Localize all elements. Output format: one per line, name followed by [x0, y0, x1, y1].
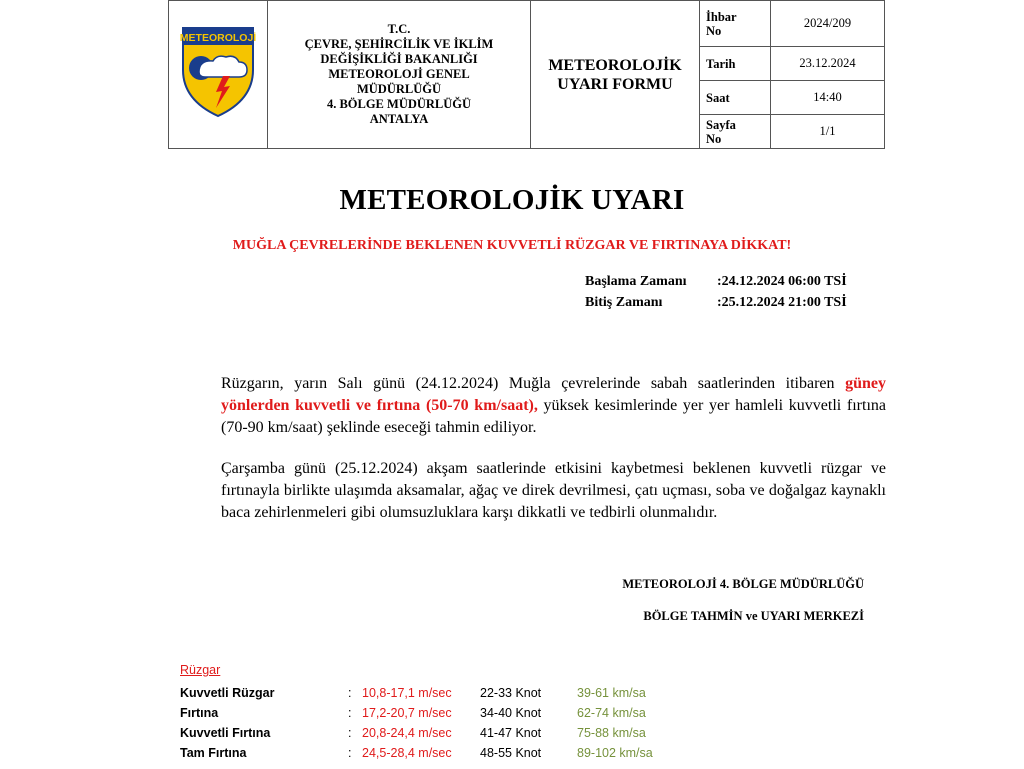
wind-speed-knot: 41-47 Knot: [480, 726, 542, 740]
header-table: [168, 0, 885, 149]
meta-label-page-no: [700, 115, 771, 149]
signature-line-1: METEOROLOJİ 4. BÖLGE MÜDÜRLÜĞÜ: [622, 577, 864, 591]
wind-colon: :: [348, 706, 352, 720]
end-time-label: Bitiş Zamanı: [585, 295, 663, 310]
logo-text: METEOROLOJİ: [179, 32, 257, 44]
wind-colon: :: [348, 686, 352, 700]
p1-text-before: Rüzgarın, yarın Salı günü (24.12.2024) Muğla çevrelerinde sabah saatlerinden itibaren: [221, 375, 846, 392]
org-line-tc: T.C.: [387, 22, 411, 36]
meta-label-text: No: [706, 23, 722, 38]
meta-label-time: [700, 81, 771, 115]
start-time-label: Başlama Zamanı: [585, 274, 687, 289]
start-time-row: [585, 271, 847, 292]
meta-value-notice-no: 2024/209: [771, 1, 885, 47]
wind-category-name: Kuvvetli Rüzgar: [180, 686, 275, 700]
wind-speed-kmh: 75-88 km/sa: [577, 726, 646, 740]
document-title: METEOROLOJİK UYARI: [339, 184, 685, 216]
wind-category-name: Fırtına: [180, 706, 219, 720]
body-paragraph-1: [199, 373, 886, 439]
wind-colon: :: [348, 726, 352, 740]
meta-value-page-no: 1/1: [771, 115, 885, 149]
wind-category-name: Tam Fırtına: [180, 746, 247, 760]
form-title-line2: UYARI FORMU: [557, 75, 673, 93]
meta-value-date: 23.12.2024: [771, 47, 885, 81]
form-title-cell: [531, 1, 700, 149]
meteoroloji-logo-icon: [179, 24, 257, 120]
wind-colon: :: [348, 746, 352, 760]
meta-label-notice-no: [700, 1, 771, 47]
meta-label-text: Sayfa: [706, 117, 736, 132]
meta-label-date: [700, 47, 771, 81]
validity-times: [585, 271, 847, 313]
meta-label-text: İhbar: [706, 9, 737, 24]
wind-row: [180, 703, 687, 723]
p1-highlight: güney yönlerden kuvvetli ve fırtına (50-70 km/saat),: [221, 375, 886, 414]
org-line-directorate-2: MÜDÜRLÜĞÜ: [356, 82, 442, 96]
meta-label-text: No: [706, 131, 722, 146]
wind-legend-title: Rüzgar: [180, 663, 221, 677]
meta-label-text: Saat: [706, 90, 730, 105]
wind-row: [180, 723, 687, 743]
body-paragraph-2: Çarşamba günü (25.12.2024) akşam saatlerinde etkisini kaybetmesi beklenen kuvvetli rüzgar ve fırtınayla birlikte ulaşımda aksamalar, ağaç ve direk devrilmesi, çatı uçması, soba ve doğalgaz kaynaklı baca zehirlenmeleri gibi olumsuzluklara karşı dikkatli ve tedbirli olunmalıdır.: [221, 460, 886, 521]
logo-cell: [169, 1, 268, 149]
start-time-value: :24.12.2024 06:00 TSİ: [717, 274, 847, 289]
meta-label-text: Tarih: [706, 56, 736, 71]
org-line-directorate-1: METEOROLOJİ GENEL: [328, 67, 470, 81]
wind-speed-knot: 22-33 Knot: [480, 686, 542, 700]
wind-row: [180, 683, 687, 703]
organization-block: [268, 1, 531, 149]
meta-value-time: 14:40: [771, 81, 885, 115]
end-time-value: :25.12.2024 21:00 TSİ: [717, 295, 847, 310]
wind-speed-kmh: 89-102 km/sa: [577, 746, 653, 760]
wind-category-name: Kuvvetli Fırtına: [180, 726, 271, 740]
wind-row: [180, 743, 687, 763]
signature-line-2: BÖLGE TAHMİN ve UYARI MERKEZİ: [643, 609, 864, 623]
end-time-row: [585, 292, 847, 313]
wind-speed-knot: 34-40 Knot: [480, 706, 542, 720]
wind-speed-kmh: 62-74 km/sa: [577, 706, 646, 720]
org-line-ministry-2: DEĞİŞİKLİĞİ BAKANLIĞI: [320, 52, 478, 66]
wind-speed-knot: 48-55 Knot: [480, 746, 542, 760]
org-line-city: ANTALYA: [369, 112, 429, 126]
form-title-line1: METEOROLOJİK: [548, 56, 682, 74]
p1-text-after: yüksek kesimlerinde yer yer hamleli kuvvetli fırtına (70-90 km/saat) şeklinde eseceği tahmin ediliyor.: [221, 397, 887, 436]
org-line-region: 4. BÖLGE MÜDÜRLÜĞÜ: [326, 97, 472, 111]
wind-speed-ms: 10,8-17,1 m/sec: [362, 686, 452, 700]
wind-speed-ms: 20,8-24,4 m/sec: [362, 726, 452, 740]
wind-speed-ms: 17,2-20,7 m/sec: [362, 706, 452, 720]
wind-speed-kmh: 39-61 km/sa: [577, 686, 646, 700]
org-line-ministry-1: ÇEVRE, ŞEHİRCİLİK VE İKLİM: [304, 37, 494, 51]
wind-scale-legend: [180, 663, 687, 763]
wind-speed-ms: 24,5-28,4 m/sec: [362, 746, 452, 760]
warning-headline: MUĞLA ÇEVRELERİNDE BEKLENEN KUVVETLİ RÜZGAR VE FIRTINAYA DİKKAT!: [232, 238, 792, 253]
